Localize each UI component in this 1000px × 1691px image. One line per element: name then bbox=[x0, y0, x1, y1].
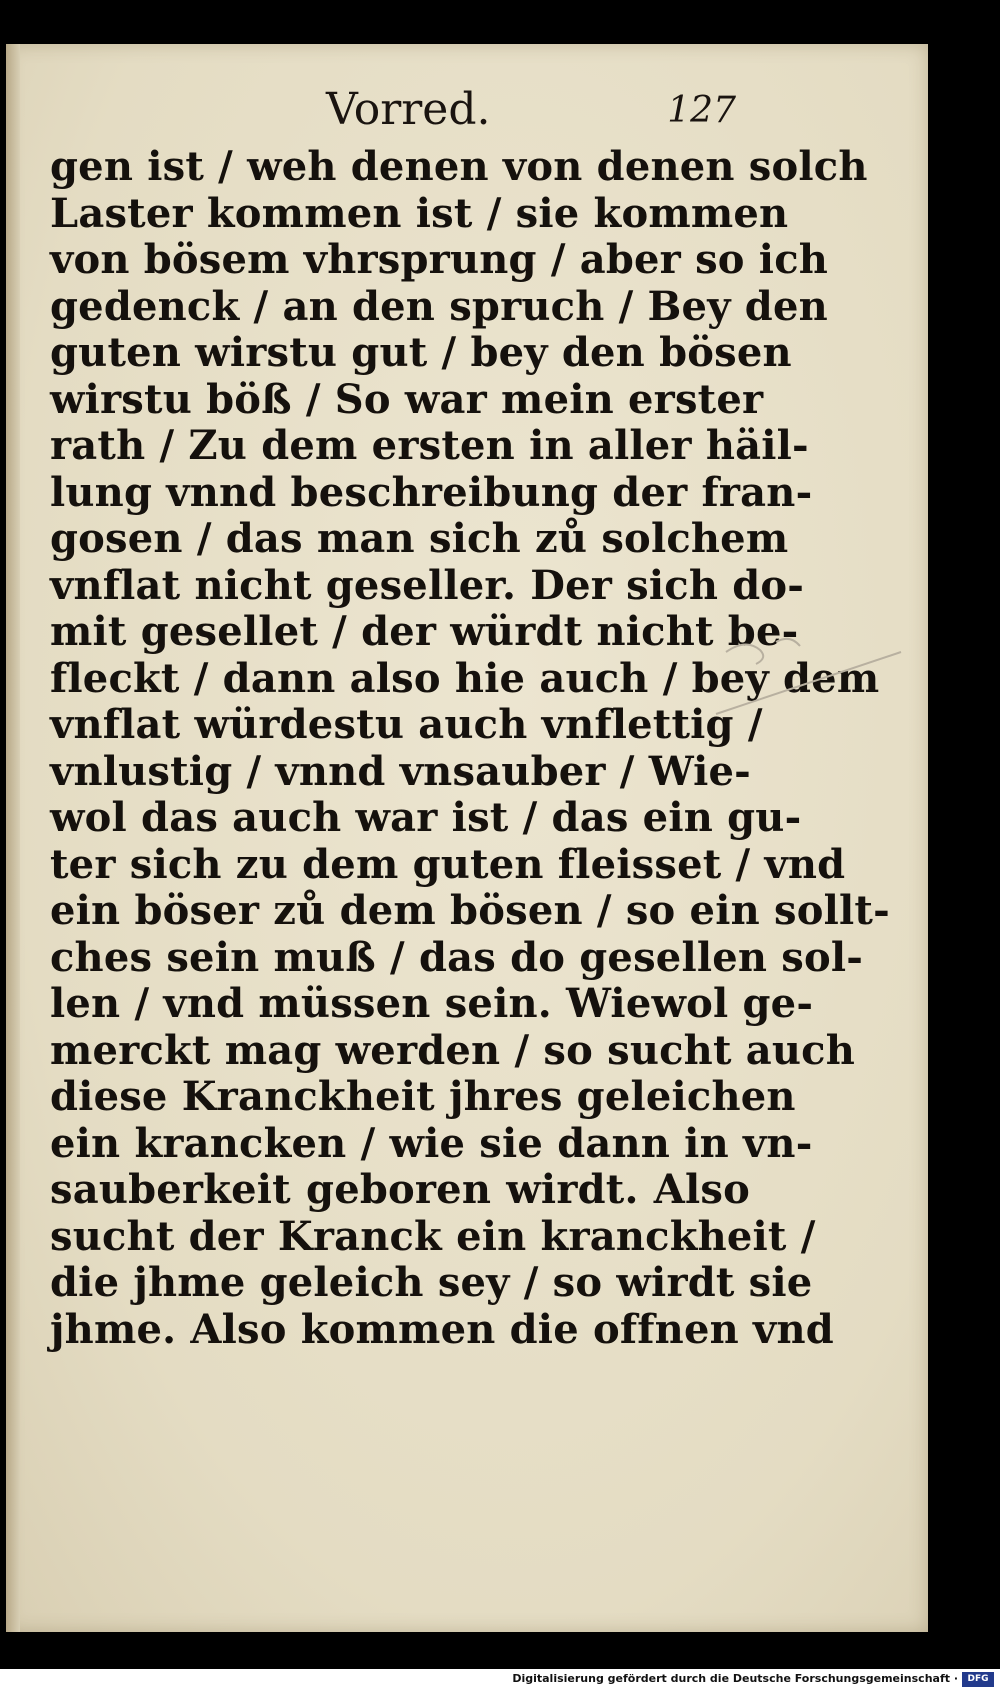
text-line: vnflat nicht geseller. Der sich do- bbox=[50, 561, 805, 609]
margin-pencil-stroke bbox=[716, 632, 906, 722]
text-line: gen ist / weh denen von denen solch bbox=[50, 143, 868, 190]
text-line: guten wirstu gut / bey den bösen bbox=[50, 329, 792, 376]
text-line: gosen / das man sich zů solchem bbox=[50, 515, 789, 562]
text-line: fleckt / dann also hie auch / bey dem bbox=[50, 654, 880, 702]
running-head: Vorred. bbox=[326, 84, 491, 135]
text-line: jhme. Also kommen die offnen vnd bbox=[50, 1305, 834, 1353]
body-text bbox=[50, 143, 890, 1353]
footer-bar bbox=[0, 1669, 1000, 1691]
page-binding-edge bbox=[6, 44, 20, 1632]
page-header bbox=[306, 84, 736, 144]
text-line: sauberkeit geboren wirdt. Also bbox=[50, 1166, 750, 1213]
funding-credit: Digitalisierung gefördert durch die Deutsche Forschungsgemeinschaft · bbox=[512, 1672, 958, 1685]
text-line: vnflat würdestu auch vnflettig / bbox=[50, 701, 763, 748]
text-line: die jhme geleich sey / so wirdt sie bbox=[50, 1259, 813, 1306]
text-line: wirstu böß / So war mein erster bbox=[50, 375, 764, 423]
text-line: ein krancken / wie sie dann in vn- bbox=[50, 1119, 813, 1167]
text-line: rath / Zu dem ersten in aller häil- bbox=[50, 422, 809, 469]
text-line: lung vnnd beschreibung der fran- bbox=[50, 468, 813, 516]
book-page bbox=[6, 44, 928, 1632]
text-line: ches sein muß / das do gesellen sol- bbox=[50, 933, 864, 981]
text-line: ter sich zu dem guten fleisset / vnd bbox=[50, 840, 846, 888]
dfg-logo: DFG bbox=[962, 1672, 994, 1687]
text-line: gedenck / an den spruch / Bey den bbox=[50, 282, 828, 330]
text-line: len / vnd müssen sein. Wiewol ge- bbox=[50, 980, 814, 1027]
text-line: ein böser zů dem bösen / so ein sollt- bbox=[50, 887, 890, 934]
text-line: sucht der Kranck ein kranckheit / bbox=[50, 1212, 816, 1260]
text-line: diese Kranckheit jhres geleichen bbox=[50, 1073, 796, 1120]
margin-annotation bbox=[716, 592, 906, 702]
page-number: 127 bbox=[667, 90, 736, 131]
text-line: vnlustig / vnnd vnsauber / Wie- bbox=[50, 747, 751, 795]
text-line: wol das auch war ist / das ein gu- bbox=[50, 794, 802, 841]
text-line: von bösem vhrsprung / aber so ich bbox=[50, 236, 829, 283]
text-line: Laster kommen ist / sie kommen bbox=[50, 189, 789, 237]
text-line: mit gesellet / der würdt nicht be- bbox=[50, 608, 799, 655]
text-line: merckt mag werden / so sucht auch bbox=[50, 1026, 855, 1074]
